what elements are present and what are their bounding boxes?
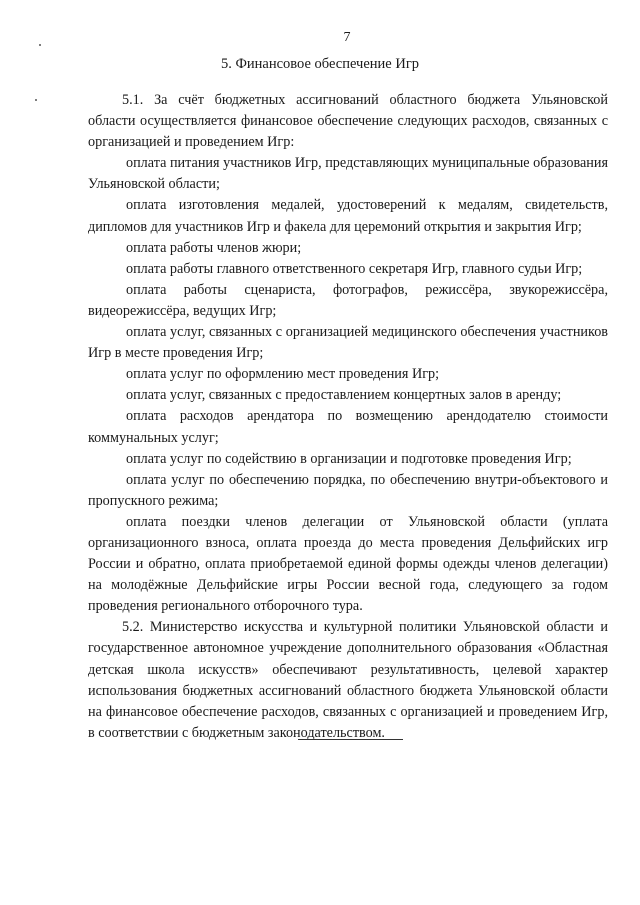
end-of-document-line [298,739,403,740]
list-item: оплата услуг, связанных с предоставлением концертных залов в аренду; [126,387,562,404]
section-title: 5. Финансовое обеспечение Игр [220,56,420,72]
list-item: оплата услуг, связанных с организацией медицинского обеспечения участников Игр в месте проведения Игр; [88,324,608,362]
list-item: оплата работы главного ответственного секретаря Игр, главного судьи Игр; [126,260,583,277]
scan-speck [39,44,41,46]
list-item: оплата питания участников Игр, представляющих муниципальные образования Ульяновской области; [88,155,608,193]
paragraph-5-2: 5.2. Министерство искусства и культурной политики Ульяновской области и государственное автономное учреждение дополнительного образования «Областная детская школа искусств» обеспечивают результативность, целевой характер использования бюджетных ассигнований областного бюджета Ульяновской области на финансовое обеспечение расходов, связанных с организацией и проведением Игр, в соответствии с бюджетным законодательством. [88,619,608,741]
page-number: 7 [343,30,351,45]
document-body [88,90,608,744]
list-item: оплата работы членов жюри; [126,239,302,256]
list-item: оплата изготовления медалей, удостоверений к медалям, свидетельств, дипломов для участников Игр и факела для церемоний открытия и закрытия Игр; [88,197,608,235]
list-item: оплата услуг по содействию в организации и подготовке проведения Игр; [126,450,572,467]
list-item: оплата расходов арендатора по возмещению арендодателю стоимости коммунальных услуг; [88,408,608,446]
list-item: оплата услуг по оформлению мест проведения Игр; [126,366,440,383]
list-item: оплата работы сценариста, фотографов, режиссёра, звукорежиссёра, видеорежиссёра, ведущих Игр; [88,281,608,319]
list-item: оплата поездки членов делегации от Ульяновской области (уплата организационного взноса, оплата проезда до места проведения Дельфийских игр России и обратно, оплата приобретаемой единой формы одежды членов делегации) на молодёжные Дельфийские игры России весной года, следующего за годом проведения регионального отборочного тура. [88,513,608,615]
paragraph-5-1: 5.1. За счёт бюджетных ассигнований областного бюджета Ульяновской области осуществляется финансовое обеспечение следующих расходов, связанных с организацией и проведением Игр: [88,92,608,151]
scan-speck [35,99,37,101]
list-item: оплата услуг по обеспечению порядка, по обеспечению внутри-объектового и пропускного режима; [88,471,608,509]
